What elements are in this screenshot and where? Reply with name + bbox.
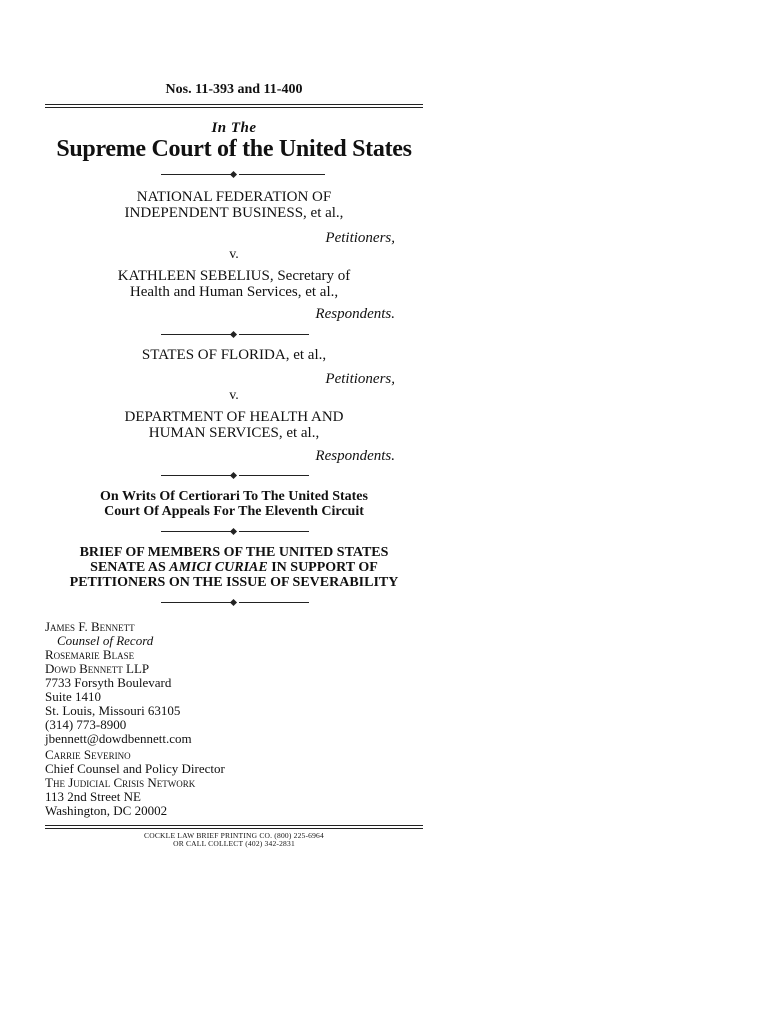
brief-line2 xyxy=(45,560,423,575)
case1-petitioner-line1: NATIONAL FEDERATION OF xyxy=(136,189,332,205)
brief-title xyxy=(45,545,423,590)
case1-versus: v. xyxy=(229,247,239,262)
brief-line2-post: IN SUPPORT OF xyxy=(267,560,378,575)
case1-respondent xyxy=(45,268,423,300)
docket-number: Nos. 11-393 and 11-400 xyxy=(165,82,303,97)
double-rule-bottom xyxy=(45,825,423,829)
counsel2-name: Carrie Severino xyxy=(45,747,131,762)
counsel-block-1 xyxy=(45,620,423,746)
counsel2-address1: 113 2nd Street NE xyxy=(45,789,141,804)
writs-heading xyxy=(45,489,423,519)
court-name: Supreme Court of the United States xyxy=(56,136,412,162)
case1-respondent-line2: Health and Human Services, et al., xyxy=(129,284,339,300)
case2-respondent-line1: DEPARTMENT OF HEALTH AND xyxy=(124,409,344,425)
case2-respondent-role: Respondents. xyxy=(315,448,395,464)
brief-line2-pre: SENATE AS xyxy=(90,560,170,575)
section-divider xyxy=(45,471,423,481)
counsel1-name: James F. Bennett xyxy=(45,619,135,634)
counsel1-email: jbennett@dowdbennett.com xyxy=(45,731,192,746)
case2-petitioner: STATES OF FLORIDA, et al., xyxy=(141,347,327,363)
counsel1-role: Counsel of Record xyxy=(57,633,154,648)
case1-petitioner-role: Petitioners, xyxy=(325,230,395,246)
writs-line1: On Writs Of Certiorari To The United States xyxy=(100,489,368,504)
section-divider xyxy=(45,527,423,537)
printer-line2: OR CALL COLLECT (402) 342-2831 xyxy=(173,839,295,848)
counsel1-phone: (314) 773-8900 xyxy=(45,717,127,732)
counsel1-city: St. Louis, Missouri 63105 xyxy=(45,703,181,718)
counsel1-address1: 7733 Forsyth Boulevard xyxy=(45,675,172,690)
printer-line1: COCKLE LAW BRIEF PRINTING CO. (800) 225-6964 xyxy=(144,831,324,840)
case1-respondent-line1: KATHLEEN SEBELIUS, Secretary of xyxy=(117,268,351,284)
counsel2-city: Washington, DC 20002 xyxy=(45,803,168,818)
counsel2-title: Chief Counsel and Policy Director xyxy=(45,761,225,776)
counsel-block-2 xyxy=(45,748,423,818)
case1-petitioner-line2: INDEPENDENT BUSINESS, et al., xyxy=(124,205,344,221)
case2-petitioner-role: Petitioners, xyxy=(325,371,395,387)
counsel1-address2: Suite 1410 xyxy=(45,689,101,704)
case2-respondent-line2: HUMAN SERVICES, et al., xyxy=(148,425,320,441)
brief-line3: PETITIONERS ON THE ISSUE OF SEVERABILITY xyxy=(69,575,399,590)
case2-versus: v. xyxy=(229,388,239,403)
counsel2-org: The Judicial Crisis Network xyxy=(45,775,196,790)
counsel1-firm: Dowd Bennett LLP xyxy=(45,661,150,676)
section-divider xyxy=(45,598,423,608)
brief-line1: BRIEF OF MEMBERS OF THE UNITED STATES xyxy=(79,545,389,560)
section-divider xyxy=(45,330,423,340)
printer-notice xyxy=(45,832,423,848)
section-divider xyxy=(45,170,423,180)
case2-respondent xyxy=(45,409,423,441)
case1-petitioner xyxy=(45,189,423,221)
brief-line2-em: AMICI CURIAE xyxy=(169,560,268,575)
counsel1-name2: Rosemarie Blase xyxy=(45,647,135,662)
court-in-the: In The xyxy=(211,120,257,136)
double-rule-top xyxy=(45,104,423,108)
case1-respondent-role: Respondents. xyxy=(315,306,395,322)
writs-line2: Court Of Appeals For The Eleventh Circuit xyxy=(104,504,364,519)
